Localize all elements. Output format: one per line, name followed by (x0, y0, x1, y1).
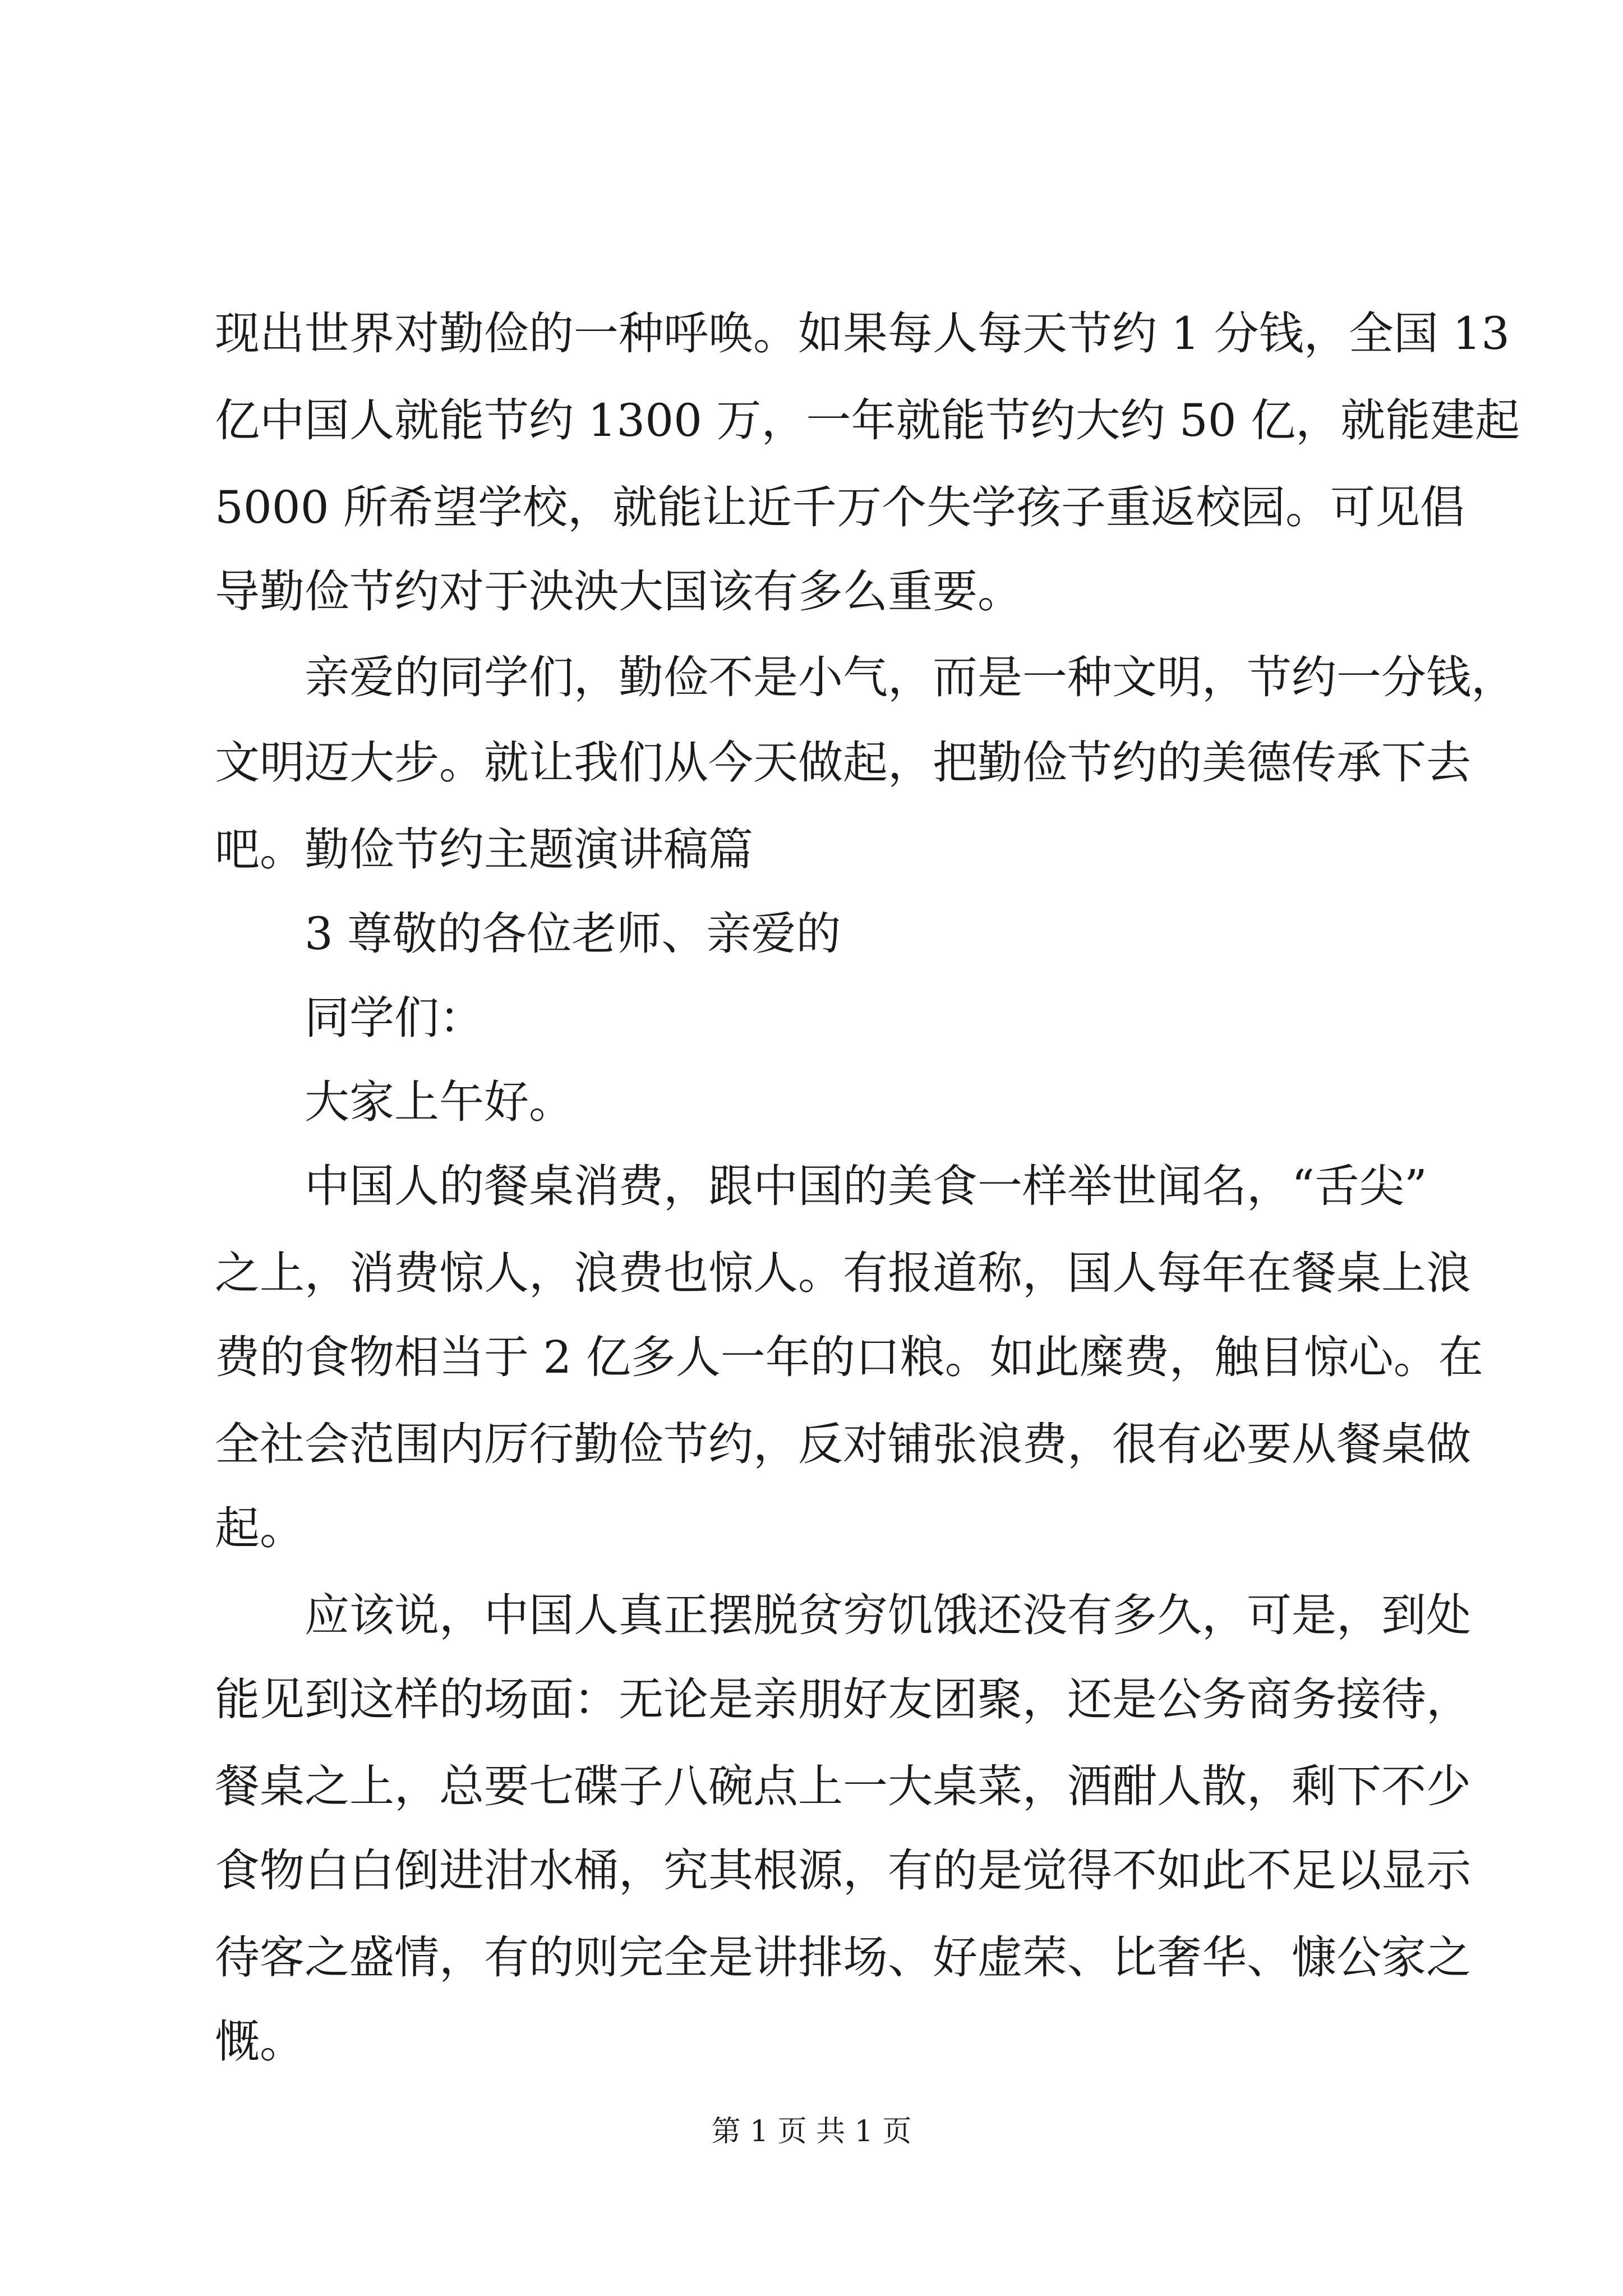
text-line: 导勤俭节约对于泱泱大国该有多么重要。 (215, 565, 1022, 618)
text-line: 亲爱的同学们，勤俭不是小气，而是一种文明，节约一分钱， (305, 651, 1516, 703)
text-line: 亿中国人就能节约 1300 万，一年就能节约大约 50 亿，就能建起 (215, 394, 1520, 447)
text-line: 待客之盛情，有的则完全是讲排场、好虚荣、比奢华、慷公家之 (215, 1931, 1471, 1984)
text-line: 之上，消费惊人，浪费也惊人。有报道称，国人每年在餐桌上浪 (215, 1247, 1471, 1299)
text-line: 文明迈大步。就让我们从今天做起，把勤俭节约的美德传承下去 (215, 737, 1471, 789)
text-line: 3 尊敬的各位老师、亲爱的 (305, 908, 841, 960)
text-line: 同学们： (305, 992, 484, 1044)
text-line: 起。 (215, 1502, 305, 1554)
text-line: 大家上午好。 (305, 1076, 574, 1128)
text-line: 吧。勤俭节约主题演讲稿篇 (215, 823, 753, 876)
text-line: 现出世界对勤俭的一种呼唤。如果每人每天节约 1 分钱，全国 13 (215, 307, 1510, 360)
text-line: 应该说，中国人真正摆脱贫穷饥饿还没有多久，可是，到处 (305, 1589, 1471, 1641)
text-line: 能见到这样的场面：无论是亲朋好友团聚，还是公务商务接待， (215, 1673, 1471, 1726)
text-line: 餐桌之上，总要七碟子八碗点上一大桌菜，酒酣人散，剩下不少 (215, 1760, 1471, 1812)
text-line: 5000 所希望学校，就能让近千万个失学孩子重返校园。可见倡 (215, 481, 1465, 533)
text-line: 慨。 (215, 2016, 305, 2068)
text-line: 全社会范围内厉行勤俭节约，反对铺张浪费，很有必要从餐桌做 (215, 1418, 1471, 1470)
text-line: 中国人的餐桌消费，跟中国的美食一样举世闻名，“舌尖” (305, 1160, 1427, 1212)
page-footer: 第 1 页 共 1 页 (711, 2115, 912, 2148)
text-line: 食物白白倒进泔水桶，究其根源，有的是觉得不如此不足以显示 (215, 1844, 1471, 1897)
text-line: 费的食物相当于 2 亿多人一年的口粮。如此糜费，触目惊心。在 (215, 1331, 1483, 1383)
